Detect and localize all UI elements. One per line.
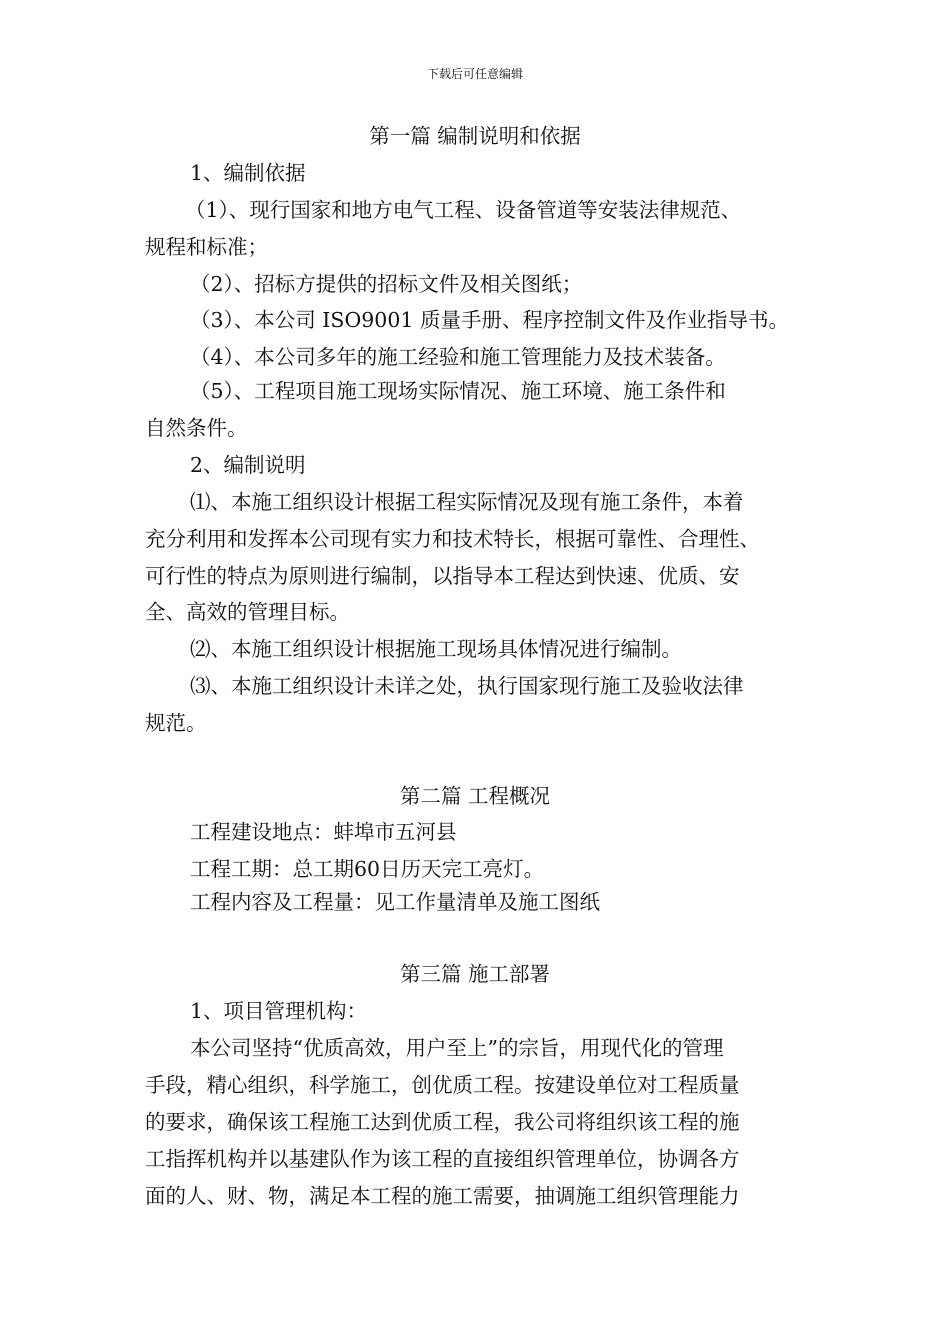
clause-1b: 充分利用和发挥本公司现有实力和技术特长，根据可靠性、合理性、: [145, 527, 760, 551]
project-duration: 工程工期：总工期60日历天完工亮灯。: [190, 857, 545, 881]
chapter-3-title: 第三篇 施工部署: [399, 962, 551, 986]
section-2-heading: 2、编制说明: [190, 453, 306, 477]
management-line-1: 本公司坚持“优质高效，用户至上”的宗旨，用现代化的管理: [190, 1036, 724, 1060]
page-header: 下载后可任意编辑: [426, 67, 523, 81]
clause-2: ⑵、本施工组织设计根据施工现场具体情况进行编制。: [190, 637, 682, 661]
clause-1d: 全、高效的管理目标。: [145, 600, 350, 624]
management-line-5: 面的人、财、物，满足本工程的施工需要，抽调施工组织管理能力: [145, 1184, 740, 1208]
chapter-2-title: 第二篇 工程概况: [399, 784, 551, 808]
management-line-2: 手段，精心组织，科学施工，创优质工程。按建设单位对工程质量: [145, 1073, 740, 1097]
section-1-heading: 1、编制依据: [190, 161, 306, 185]
management-line-4: 工指挥机构并以基建队作为该工程的直接组织管理单位，协调各方: [145, 1147, 740, 1171]
clause-3b: 规范。: [145, 711, 207, 735]
project-location: 工程建设地点：蚌埠市五河县: [190, 820, 457, 844]
project-scope: 工程内容及工程量：见工作量清单及施工图纸: [190, 890, 600, 914]
management-line-3: 的要求，确保该工程施工达到优质工程，我公司将组织该工程的施: [145, 1110, 740, 1134]
management-heading: 1、项目管理机构：: [190, 999, 368, 1023]
paragraph-1a: （1）、现行国家和地方电气工程、设备管道等安装法律规范、: [185, 198, 742, 222]
paragraph-5a: （5）、工程项目施工现场实际情况、施工环境、施工条件和: [190, 379, 726, 403]
paragraph-5b: 自然条件。: [145, 416, 248, 440]
paragraph-2: （2）、招标方提供的招标文件及相关图纸；: [190, 272, 583, 296]
paragraph-3: （3）、本公司 ISO9001 质量手册、程序控制文件及作业指导书。: [190, 308, 789, 332]
clause-3a: ⑶、本施工组织设计未详之处，执行国家现行施工及验收法律: [190, 674, 744, 698]
clause-1c: 可行性的特点为原则进行编制，以指导本工程达到快速、优质、安: [145, 564, 740, 588]
clause-1a: ⑴、本施工组织设计根据工程实际情况及现有施工条件，本着: [190, 490, 744, 514]
chapter-1-title: 第一篇 编制说明和依据: [369, 124, 581, 148]
paragraph-4: （4）、本公司多年的施工经验和施工管理能力及技术装备。: [190, 345, 726, 369]
paragraph-1b: 规程和标准；: [145, 235, 268, 259]
